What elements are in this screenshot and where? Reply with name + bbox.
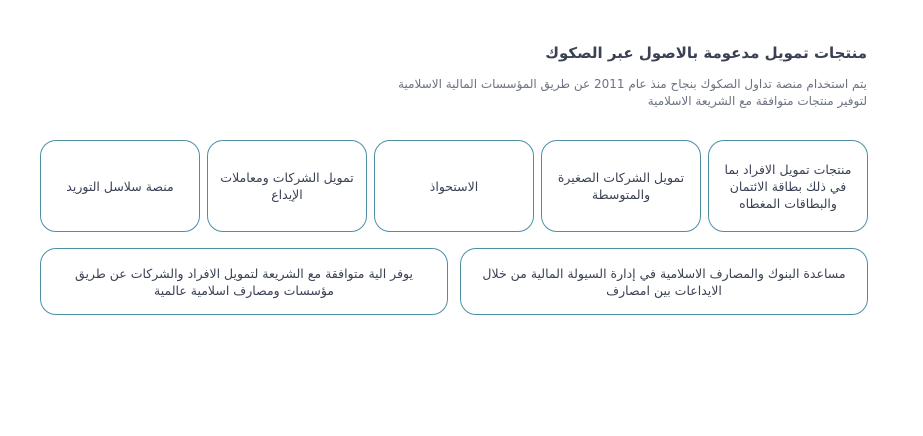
card-line: مؤسسات ومصارف اسلامية عالمية	[154, 282, 334, 298]
card-line: الاستحواذ	[429, 178, 479, 194]
card-retail-financing	[708, 140, 868, 232]
card-sme-financing	[541, 140, 701, 232]
wide-cards-row	[40, 248, 868, 315]
card-line: والبطاقات المغطاه	[739, 195, 837, 211]
card-sharia-mechanism	[40, 248, 448, 315]
card-line: الإيداع	[271, 187, 303, 202]
card-line: منصة سلاسل التوريد	[66, 178, 174, 194]
card-line: تمويل الشركات ومعاملات	[220, 170, 354, 185]
card-acquisition	[374, 140, 534, 232]
card-line: مساعدة البنوك والمصارف الاسلامية في إدارة السيولة المالية من خلال	[482, 265, 846, 281]
card-supply-chain-platform	[40, 140, 200, 232]
card-line: تمويل الشركات الصغيرة	[557, 170, 685, 185]
card-line: منتجات تمويل الافراد بما	[724, 161, 852, 177]
card-line: والمتوسطة	[591, 187, 651, 202]
card-line: يوفر الية متوافقة مع الشريعة لتمويل الافراد والشركات عن طريق	[75, 265, 413, 281]
section-description-line: يتم استخدام منصة تداول الصكوك بنجاح منذ عام 2011 عن طريق المؤسسات المالية الاسلامية	[398, 77, 867, 91]
card-liquidity-management	[460, 248, 868, 315]
section-description	[387, 76, 867, 110]
card-corporate-financing	[207, 140, 367, 232]
card-line: الايداعات بين امصارف	[606, 282, 722, 298]
product-cards-row	[40, 140, 868, 232]
section-description-line: لتوفير منتجات متوافقة مع الشريعة الاسلامية	[647, 94, 867, 108]
card-line: في ذلك بطاقة الائتمان	[729, 178, 847, 194]
section-title: منتجات تمويل مدعومة بالاصول عبر الصكوك	[545, 44, 867, 62]
